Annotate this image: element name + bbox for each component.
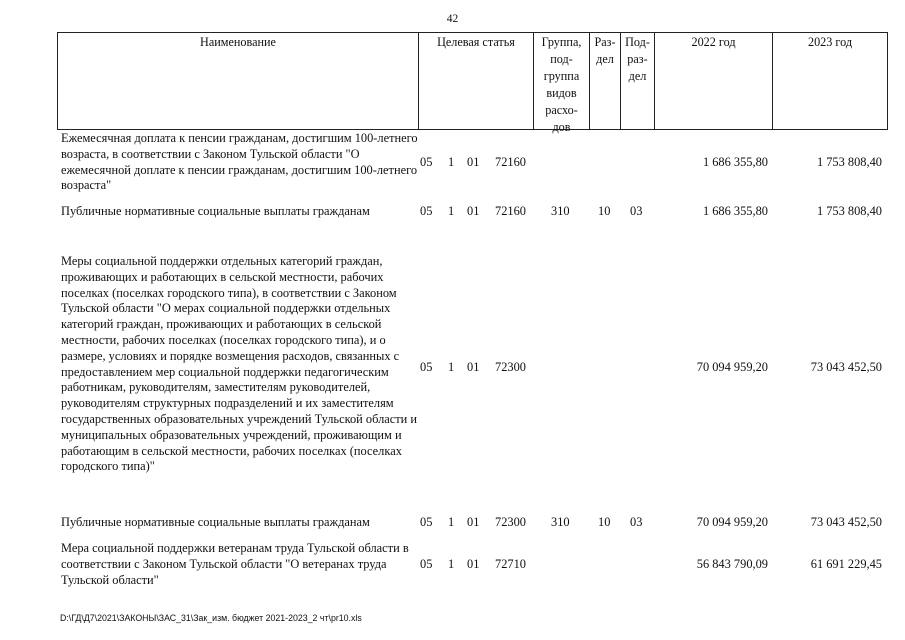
row-program-code: 05: [420, 515, 433, 529]
row-program-code: 05: [420, 204, 433, 218]
row-main-event-code: 01: [467, 155, 480, 169]
row-amount-2022: 70 094 959,20: [696, 515, 768, 529]
row-subprogram-code: 1: [448, 360, 455, 374]
row-main-event-code: 01: [467, 360, 480, 374]
header-subsection-line: Под-: [625, 35, 650, 49]
header-group-line: расхо-: [545, 103, 578, 117]
header-bottom-border: [57, 129, 888, 130]
row-direction-code: 72160: [495, 155, 526, 169]
row-expense-group: 310: [551, 204, 570, 218]
row-amount-2023: 61 691 229,45: [810, 557, 882, 571]
header-year-2023: 2023 год: [807, 35, 853, 49]
row-section: 10: [598, 515, 611, 529]
header-section-line: дел: [596, 52, 614, 66]
header-group: [534, 34, 589, 136]
row-amount-2023: 73 043 452,50: [810, 360, 882, 374]
row-direction-code: 72710: [495, 557, 526, 571]
row-subprogram-code: 1: [448, 515, 455, 529]
row-direction-code: 72300: [495, 360, 526, 374]
row-amount-2023: 1 753 808,40: [816, 155, 882, 169]
col-divider: [887, 32, 888, 130]
row-main-event-code: 01: [467, 557, 480, 571]
header-year-2022: 2022 год: [691, 35, 736, 49]
header-section: [590, 34, 620, 68]
row-direction-code: 72300: [495, 515, 526, 529]
row-amount-2022: 1 686 355,80: [702, 155, 768, 169]
row-name: Меры социальной поддержки отдельных категорий граждан, проживающих и работающих в сельской местности, рабочих поселках (поселках городского типа), в соответствии с Законом Тульской области "О мерах социальной поддержки отдельных категорий граждан, проживающих и работающих в сельской местности, рабочих поселках (поселках городского типа), и о размере, условиях и порядке возмещения расходов, связанных с предоставлением мер социальной поддержки педагогическим работникам, руководителям, заместителям руководителей, руководителям структурных подразделений и их заместителям государственных образовательных учреждений Тульской области и муниципальных образовательных учреждений, проживающим и работающим в сельской местности, рабочих поселках (поселках городского типа)": [61, 254, 418, 474]
header-group-line: группа: [543, 69, 580, 83]
row-name: Публичные нормативные социальные выплаты гражданам: [61, 204, 370, 218]
row-subsection: 03: [630, 204, 643, 218]
row-main-event-code: 01: [467, 204, 480, 218]
row-amount-2022: 70 094 959,20: [696, 360, 768, 374]
header-group-line: под-: [550, 52, 573, 66]
header-subsection-line: дел: [628, 69, 647, 83]
row-name: Ежемесячная доплата к пенсии гражданам, достигшим 100-летнего возраста, в соответствии с Законом Тульской области "О ежемесячной доплате к пенсии гражданам, достигшим 100-летнего возраста": [61, 131, 418, 193]
page-number: 42: [446, 13, 459, 25]
header-section-line: Раз-: [594, 35, 616, 49]
row-program-code: 05: [420, 360, 433, 374]
row-section: 10: [598, 204, 611, 218]
header-group-line: дов: [552, 120, 571, 134]
row-direction-code: 72160: [495, 204, 526, 218]
file-path-footer: D:\ГД\Д7\2021\ЗАКОНЫ\ЗАС_31\Зак_изм. бюджет 2021-2023_2 чт\pr10.xls: [60, 613, 362, 623]
header-subsection: [621, 34, 654, 85]
row-name: Мера социальной поддержки ветеранам труда Тульской области в соответствии с Законом Тульской области "О ветеранах труда Тульской области": [61, 541, 409, 587]
row-subprogram-code: 1: [448, 557, 455, 571]
header-target-article: Целевая статья: [437, 35, 515, 49]
row-amount-2023: 1 753 808,40: [816, 204, 882, 218]
header-group-line: видов: [546, 86, 577, 100]
row-main-event-code: 01: [467, 515, 480, 529]
row-amount-2022: 56 843 790,09: [696, 557, 768, 571]
row-program-code: 05: [420, 155, 433, 169]
row-subsection: 03: [630, 515, 643, 529]
header-top-border: [57, 32, 888, 33]
row-subprogram-code: 1: [448, 155, 455, 169]
header-group-line: Группа,: [541, 35, 582, 49]
row-amount-2023: 73 043 452,50: [810, 515, 882, 529]
header-name: Наименование: [200, 35, 276, 49]
row-expense-group: 310: [551, 515, 570, 529]
row-name: Публичные нормативные социальные выплаты гражданам: [61, 515, 370, 529]
header-subsection-line: раз-: [627, 52, 648, 66]
row-amount-2022: 1 686 355,80: [702, 204, 768, 218]
row-subprogram-code: 1: [448, 204, 455, 218]
row-program-code: 05: [420, 557, 433, 571]
